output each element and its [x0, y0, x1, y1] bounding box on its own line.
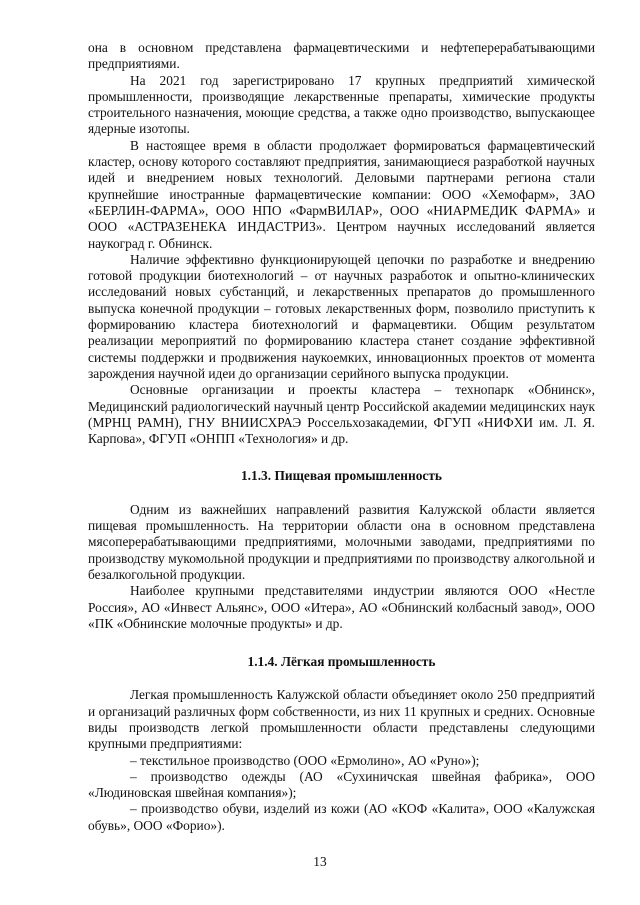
- paragraph-light-intro: Легкая промышленность Калужской области объединяет около 250 предприятий и организаций различных форм собственности, из них 11 крупных и средних. Основные виды производств легкой промышленности области представлены следующими крупными предприятиями:: [88, 687, 595, 752]
- list-item-footwear: – производство обуви, изделий из кожи (АО «КОФ «Калита», ООО «Калужская обувь», ООО «Форио»).: [88, 801, 595, 833]
- list-item-textile: – текстильное производство (ООО «Ермолино», АО «Руно»);: [130, 752, 480, 768]
- page-content: [88, 40, 595, 834]
- heading-food-industry: 1.1.3. Пищевая промышленность: [240, 468, 443, 484]
- list-item-clothing: – производство одежды (АО «Сухиничская швейная фабрика», ООО «Людиновская швейная компания»);: [88, 768, 595, 801]
- paragraph-biotech-chain: Наличие эффективно функционирующей цепочки по разработке и внедрению готовой продукции биотехнологий – от научных разработок и опытно-клинических исследований новых субстанций, и лекарственных препаратов до промышленного выпуска конечной продукции – готовых лекарственных форм, позволило приступить к формированию кластера биотехнологий и фармацевтики. Общим результатом реализации мероприятий по формированию кластера станет создание эффективной системы поддержки и продвижения наукоемких, инновационных проектов от момента зарождения научной идеи до организации серийного выпуска продукции.: [88, 251, 595, 381]
- paragraph-cluster-organizations: Основные организации и проекты кластера – технопарк «Обнинск», Медицинский радиологический научный центр Российской академии медицинских наук (МРНЦ РАМН), ГНУ ВНИИСХРАЭ Россельхозакадемии, ФГУП «НИФХИ им. Л. Я. Карпова», ФГУП «ОНПП «Технология» и др.: [88, 382, 595, 447]
- paragraph-continuation: она в основном представлена фармацевтическими и нефтеперерабатывающими предприятиями.: [88, 40, 595, 72]
- paragraph-food-companies: Наиболее крупными представителями индустрии являются ООО «Нестле Россия», АО «Инвест Альянс», ООО «Итера», АО «Обнинский колбасный завод», ООО «ПК «Обнинские молочные продукты» и др.: [88, 583, 595, 631]
- heading-light-industry: 1.1.4. Лёгкая промышленность: [247, 654, 436, 670]
- paragraph-chemical-enterprises: На 2021 год зарегистрировано 17 крупных предприятий химической промышленности, производящие лекарственные препараты, химические продукты строительного назначения, моющие средства, а также одно производство, выпускающее ядерные изотопы.: [88, 72, 595, 137]
- paragraph-pharma-cluster: В настоящее время в области продолжает формироваться фармацевтический кластер, основу которого составляют предприятия, занимающиеся разработкой научных идей и внедрением новых технологий. Деловыми партнерами региона стали крупнейшие иностранные фармацевтические компании: ООО «Хемофарм», ЗАО «БЕРЛИН-ФАРМА», ООО НПО «ФармВИЛАР», ООО «НИАРМЕДИК ФАРМА» и ООО «АСТРАЗЕНЕКА ИНДАСТРИЗ». Центром научных исследований является наукоград г. Обнинск.: [88, 137, 595, 251]
- paragraph-food-overview: Одним из важнейших направлений развития Калужской области является пищевая промышленность. На территории области она в основном представлена мясоперерабатывающими предприятиями, молочными заводами, предприятиями по производству мукомольной продукции и предприятиями по производству алкогольной и безалкогольной продукции.: [88, 501, 595, 582]
- page-number: 13: [313, 854, 327, 869]
